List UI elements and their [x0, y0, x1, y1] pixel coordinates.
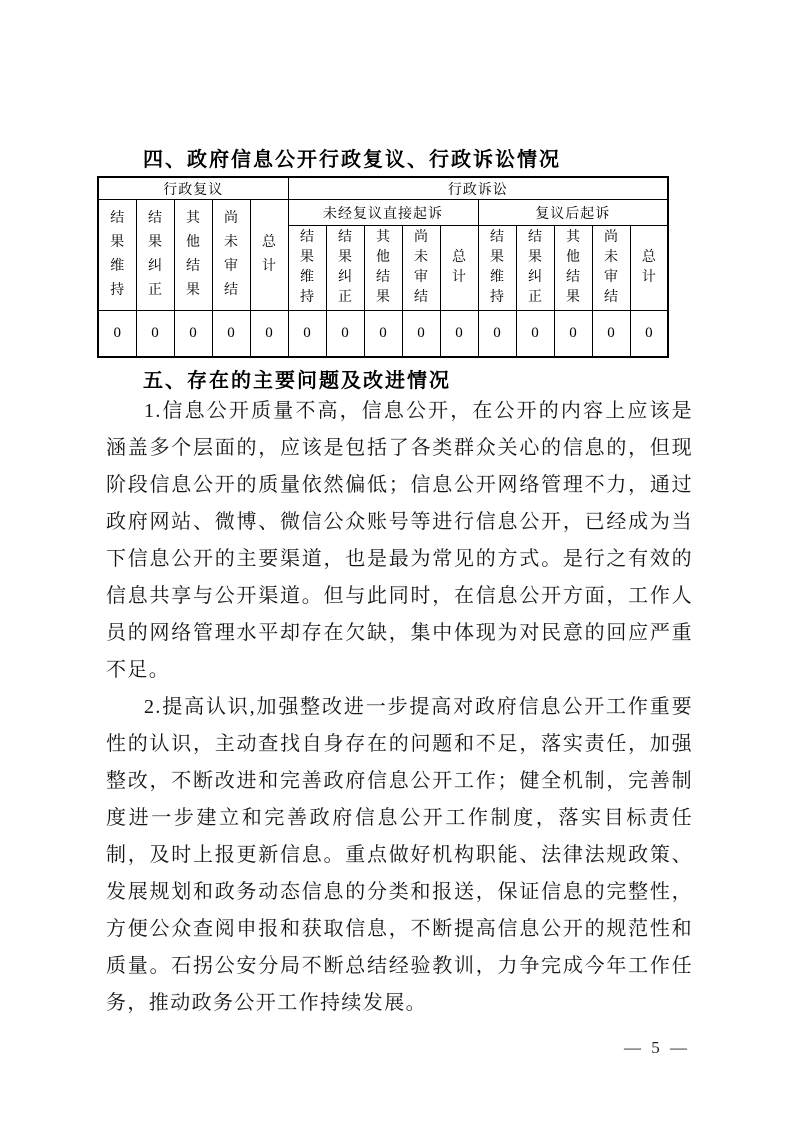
table-value-cell: 0: [212, 311, 250, 358]
table-value-cell: 0: [250, 311, 288, 358]
table-group-litigation: 行政诉讼: [288, 177, 668, 200]
table-value-cell: 0: [136, 311, 174, 358]
table-header-cell: 结果纠正: [136, 200, 174, 311]
table-value-cell: 0: [174, 311, 212, 358]
paragraph-2: 2.提高认识,加强整改进一步提高对政府信息公开工作重要性的认识，主动查找自身存在的问题和不足，落实责任，加强整改，不断改进和完善政府信息公开工作；健全机制，完善制度进一步建立和完善政府信息公开工作制度，落实目标责任制，及时上报更新信息。重点做好机构职能、法律法规政策、发展规划和政务动态信息的分类和报送，保证信息的完整性，方便公众查阅申报和获取信息，不断提高信息公开的规范性和质量。石拐公安分局不断总结经验教训，力争完成今年工作任务，推动政务公开工作持续发展。: [106, 696, 693, 1014]
table-value-cell: 0: [478, 311, 516, 358]
table-header-cell: 结果维持: [478, 226, 516, 311]
table-header-cell: 其他结果: [364, 226, 402, 311]
table-header-cell: 尚未审结: [402, 226, 440, 311]
table-header-cell: 结果纠正: [516, 226, 554, 311]
body-text: [106, 393, 693, 1022]
table-header-cell: 结果纠正: [326, 226, 364, 311]
table-value-cell: 0: [630, 311, 668, 358]
table-value-cell: 0: [554, 311, 592, 358]
table-value-cell: 0: [288, 311, 326, 358]
table-header-cell: 结果维持: [98, 200, 136, 311]
section4-title: 四、政府信息公开行政复议、行政诉讼情况: [143, 149, 561, 171]
table-value-cell: 0: [326, 311, 364, 358]
page-number: — 5 —: [624, 1038, 690, 1057]
section5-title: 五、存在的主要问题及改进情况: [143, 370, 451, 392]
table-value-cell: 0: [402, 311, 440, 358]
table-subgroup-direct: 未经复议直接起诉: [288, 200, 478, 226]
admin-review-litigation-table: [97, 176, 669, 358]
table-header-cell: 总计: [250, 200, 288, 311]
paragraph-1: 1.信息公开质量不高，信息公开，在公开的内容上应该是涵盖多个层面的，应该是包括了各类群众关心的信息的，但现阶段信息公开的质量依然偏低；信息公开网络管理不力，通过政府网站、微博、微信公众账号等进行信息公开，已经成为当下信息公开的主要渠道，也是最为常见的方式。是行之有效的信息共享与公开渠道。但与此同时，在信息公开方面，工作人员的网络管理水平却存在欠缺，集中体现为对民意的回应严重不足。: [106, 400, 693, 681]
table-header-cell: 其他结果: [554, 226, 592, 311]
table-subgroup-after-review: 复议后起诉: [478, 200, 668, 226]
table-header-cell: 总计: [440, 226, 478, 311]
table-header-cell: 尚未审结: [592, 226, 630, 311]
table-value-cell: 0: [364, 311, 402, 358]
table-header-cell: 其他结果: [174, 200, 212, 311]
table-header-cell: 尚未审结: [212, 200, 250, 311]
table-value-cell: 0: [516, 311, 554, 358]
table-group-review: 行政复议: [98, 177, 288, 200]
table-value-cell: 0: [592, 311, 630, 358]
table-header-cell: 结果维持: [288, 226, 326, 311]
table-header-cell: 总计: [630, 226, 668, 311]
table-value-cell: 0: [98, 311, 136, 358]
table-value-cell: 0: [440, 311, 478, 358]
